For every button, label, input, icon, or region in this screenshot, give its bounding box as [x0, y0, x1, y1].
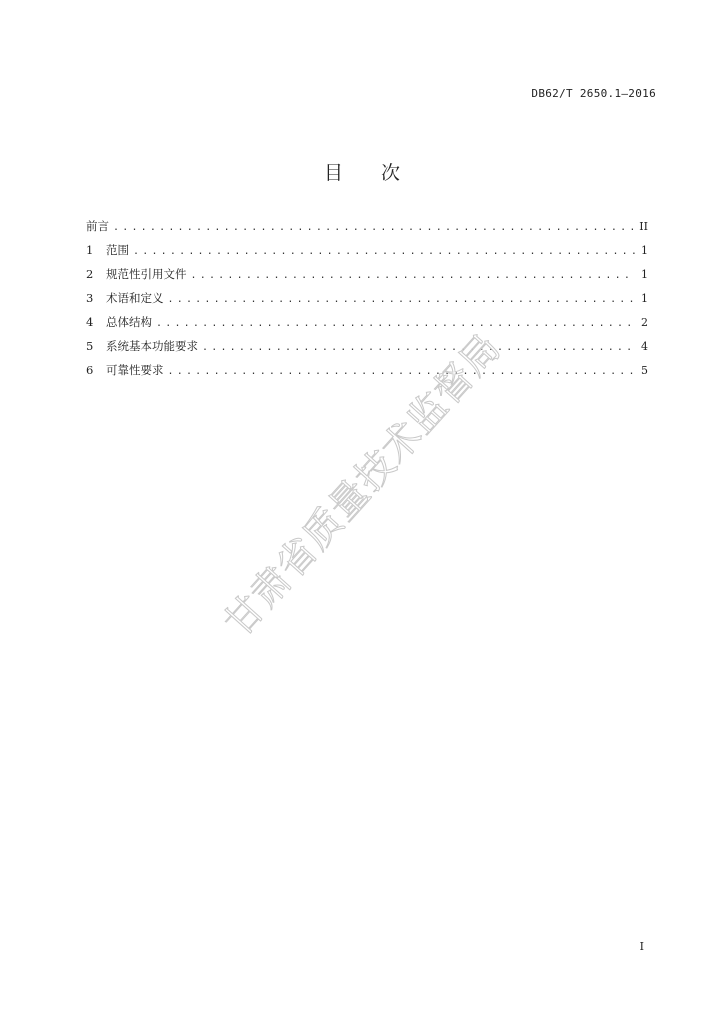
toc-entry-number: 1 — [86, 243, 94, 257]
toc-entry-foreword[interactable] — [86, 218, 648, 242]
toc-leader-dots — [113, 220, 633, 236]
toc-leader-dots — [168, 292, 636, 308]
toc-leader-dots — [202, 340, 635, 356]
toc-entry-page: 2 — [641, 316, 648, 329]
toc-entry-title: 范围 — [106, 243, 129, 257]
toc-leader-dots — [133, 244, 635, 260]
page-number: I — [639, 940, 644, 953]
toc-entry-title: 规范性引用文件 — [106, 267, 187, 281]
toc-entry-normative-references[interactable] — [86, 266, 648, 290]
toc-entry-overall-structure[interactable] — [86, 314, 648, 338]
toc-entry-title: 系统基本功能要求 — [106, 339, 198, 353]
toc-entry-reliability[interactable] — [86, 362, 648, 386]
toc-entry-title: 前言 — [86, 219, 109, 233]
toc-entry-page: II — [639, 220, 648, 233]
toc-entry-scope[interactable] — [86, 242, 648, 266]
toc-leader-dots — [168, 364, 636, 380]
toc-entry-page: 5 — [641, 364, 648, 377]
toc-entry-page: 1 — [641, 292, 648, 305]
toc-leader-dots — [191, 268, 636, 284]
toc-entry-number: 3 — [86, 291, 94, 305]
toc-entry-number: 5 — [86, 339, 94, 353]
toc-heading: 目 次 — [323, 162, 400, 184]
table-of-contents — [86, 218, 648, 386]
standard-code: DB62/T 2650.1—2016 — [531, 87, 656, 100]
toc-entry-page: 4 — [641, 340, 648, 353]
toc-entry-page: 1 — [641, 244, 648, 257]
toc-entry-title: 可靠性要求 — [106, 363, 164, 377]
toc-leader-dots — [156, 316, 635, 332]
toc-entry-basic-functions[interactable] — [86, 338, 648, 362]
toc-entry-terms-definitions[interactable] — [86, 290, 648, 314]
toc-entry-number: 2 — [86, 267, 94, 281]
toc-entry-title: 总体结构 — [106, 315, 152, 329]
toc-entry-title: 术语和定义 — [106, 291, 164, 305]
toc-entry-number: 4 — [86, 315, 94, 329]
toc-entry-number: 6 — [86, 363, 94, 377]
toc-entry-page: 1 — [641, 268, 648, 281]
watermark: 甘肃省质量技术监督局 — [215, 325, 510, 645]
